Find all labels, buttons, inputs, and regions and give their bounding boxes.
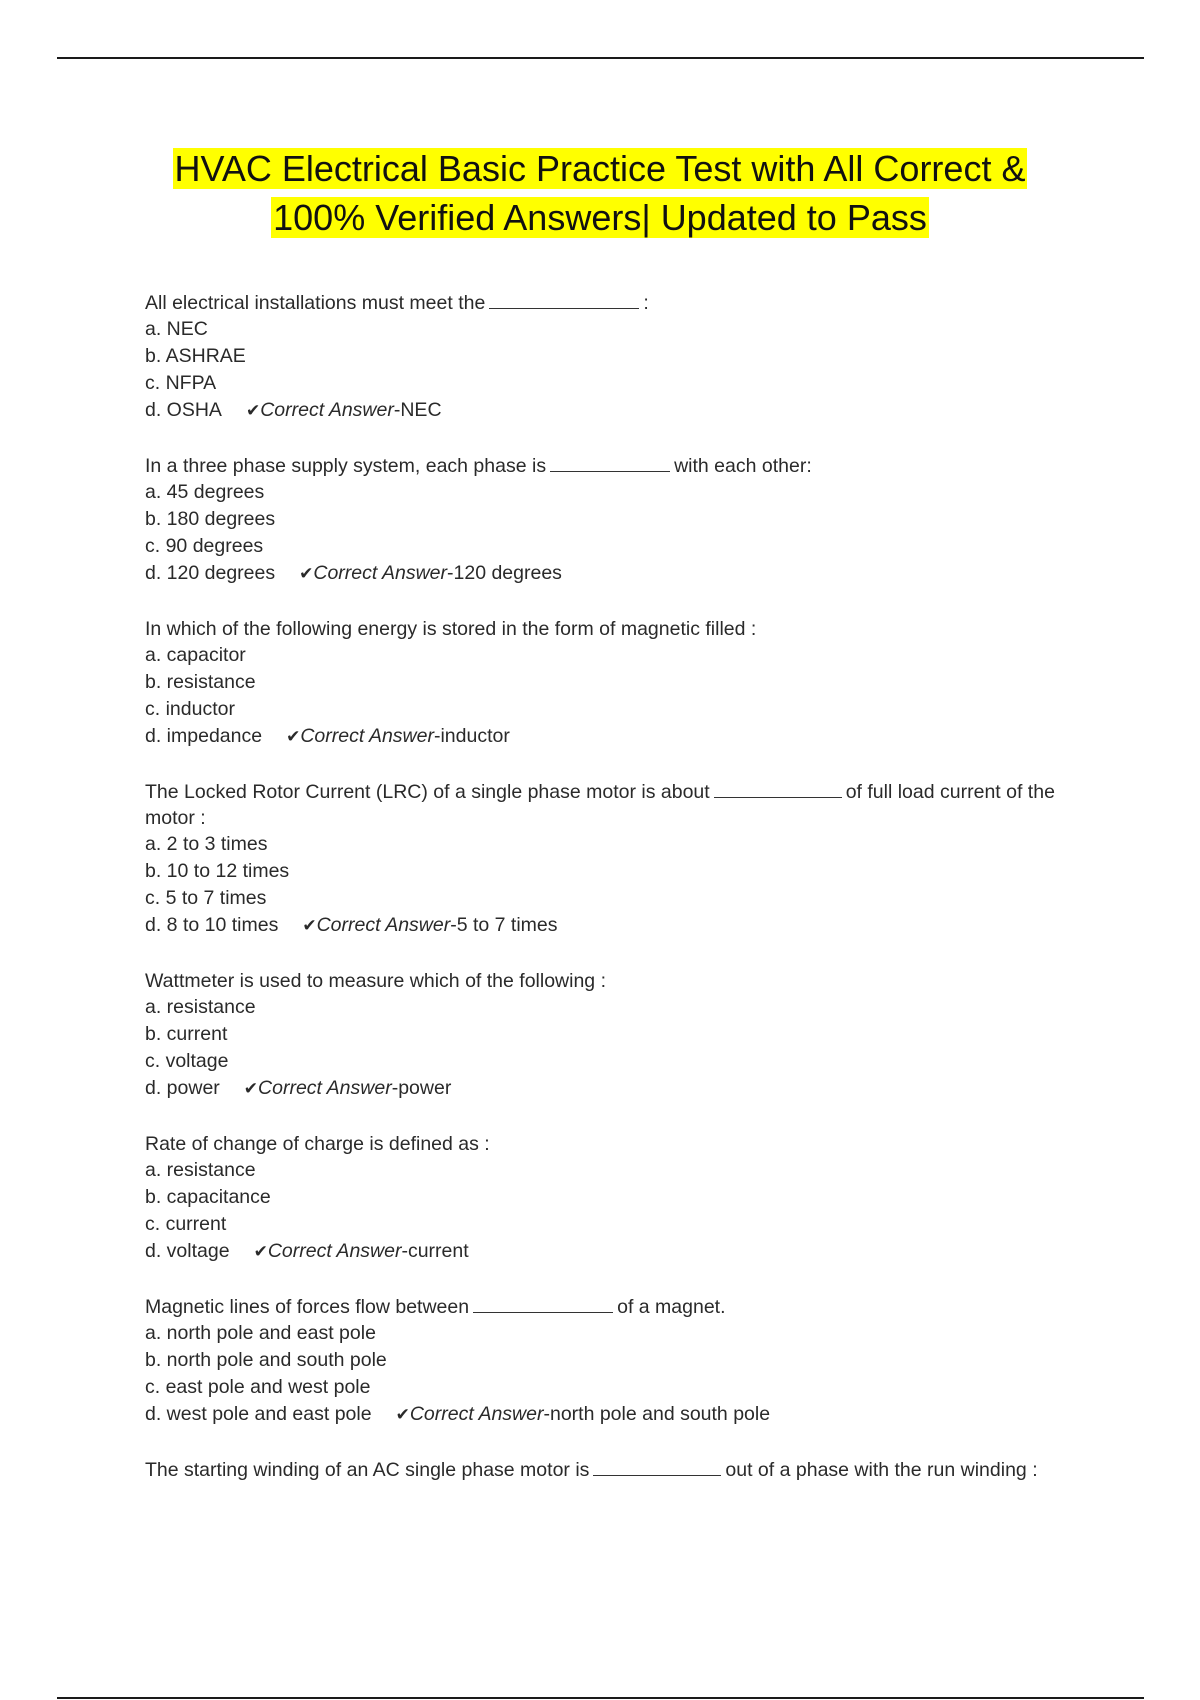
question-1 bbox=[145, 290, 1065, 425]
option: b. ASHRAE bbox=[145, 345, 246, 367]
title-line-1: HVAC Electrical Basic Practice Test with All Correct & bbox=[174, 148, 1026, 189]
correct-answer: ✔Correct Answer-5 to 7 times bbox=[302, 914, 558, 936]
option: b. 180 degrees bbox=[145, 508, 276, 530]
option: a. 2 to 3 times bbox=[145, 833, 268, 855]
option-with-answer: d. voltage ✔Correct Answer-current bbox=[145, 1240, 469, 1262]
question-2 bbox=[145, 453, 1065, 588]
question-3 bbox=[145, 616, 1065, 751]
option: c. NFPA bbox=[145, 372, 217, 394]
correct-answer: ✔Correct Answer-120 degrees bbox=[299, 562, 562, 584]
option: a. resistance bbox=[145, 996, 256, 1018]
option-with-answer: d. 120 degrees ✔Correct Answer-120 degrees bbox=[145, 562, 562, 584]
option: c. 5 to 7 times bbox=[145, 887, 267, 909]
question-text: All electrical installations must meet the : bbox=[145, 292, 649, 314]
option: c. voltage bbox=[145, 1050, 229, 1072]
option: b. current bbox=[145, 1023, 228, 1045]
correct-answer: ✔Correct Answer-power bbox=[243, 1077, 452, 1099]
question-text: The Locked Rotor Current (LRC) of a single phase motor is about of full load current of the motor : bbox=[145, 781, 1055, 829]
option: a. resistance bbox=[145, 1159, 256, 1181]
check-icon: ✔ bbox=[299, 564, 314, 584]
question-text: Wattmeter is used to measure which of the following : bbox=[145, 970, 606, 992]
check-icon: ✔ bbox=[253, 1242, 268, 1262]
option: c. inductor bbox=[145, 698, 235, 720]
answer-blank bbox=[489, 292, 639, 309]
option: c. east pole and west pole bbox=[145, 1376, 371, 1398]
answer-blank bbox=[473, 1296, 613, 1313]
option-with-answer: d. west pole and east pole ✔Correct Answer-north pole and south pole bbox=[145, 1403, 771, 1425]
correct-answer: ✔Correct Answer-inductor bbox=[286, 725, 510, 747]
option: a. capacitor bbox=[145, 644, 246, 666]
question-text: Magnetic lines of forces flow between of a magnet. bbox=[145, 1296, 726, 1318]
check-icon: ✔ bbox=[243, 1079, 259, 1099]
option: a. north pole and east pole bbox=[145, 1322, 376, 1344]
answer-blank bbox=[550, 455, 670, 472]
check-icon: ✔ bbox=[286, 727, 301, 747]
question-8 bbox=[145, 1457, 1065, 1483]
question-list bbox=[145, 290, 1065, 1511]
question-4 bbox=[145, 779, 1065, 940]
correct-answer: ✔Correct Answer-north pole and south pole bbox=[395, 1403, 771, 1425]
question-text: Rate of change of charge is defined as : bbox=[145, 1133, 490, 1155]
question-7 bbox=[145, 1294, 1065, 1429]
top-rule bbox=[57, 57, 1144, 59]
check-icon: ✔ bbox=[302, 916, 317, 936]
question-text: The starting winding of an AC single phase motor is out of a phase with the run winding : bbox=[145, 1459, 1038, 1481]
correct-answer: ✔Correct Answer-current bbox=[253, 1240, 469, 1262]
question-5 bbox=[145, 968, 1065, 1103]
check-icon: ✔ bbox=[395, 1405, 410, 1425]
option-with-answer: d. impedance ✔Correct Answer-inductor bbox=[145, 725, 510, 747]
option: a. NEC bbox=[145, 318, 208, 340]
title-line-2: 100% Verified Answers| Updated to Pass bbox=[273, 197, 927, 238]
option-with-answer: d. 8 to 10 times ✔Correct Answer-5 to 7 times bbox=[145, 914, 558, 936]
bottom-rule bbox=[57, 1697, 1144, 1699]
answer-blank bbox=[714, 781, 842, 798]
answer-blank bbox=[593, 1459, 721, 1476]
option: a. 45 degrees bbox=[145, 481, 265, 503]
page-title bbox=[0, 144, 1200, 242]
option: c. 90 degrees bbox=[145, 535, 264, 557]
question-text: In which of the following energy is stored in the form of magnetic filled : bbox=[145, 618, 757, 640]
option: b. resistance bbox=[145, 671, 256, 693]
check-icon: ✔ bbox=[245, 401, 261, 421]
option: b. capacitance bbox=[145, 1186, 271, 1208]
option: b. north pole and south pole bbox=[145, 1349, 387, 1371]
option: b. 10 to 12 times bbox=[145, 860, 290, 882]
correct-answer: ✔Correct Answer-NEC bbox=[245, 399, 442, 421]
question-6 bbox=[145, 1131, 1065, 1266]
option-with-answer: d. power ✔Correct Answer-power bbox=[145, 1077, 452, 1099]
option: c. current bbox=[145, 1213, 227, 1235]
option-with-answer: d. OSHA ✔Correct Answer-NEC bbox=[145, 399, 442, 421]
question-text: In a three phase supply system, each phase is with each other: bbox=[145, 455, 812, 477]
